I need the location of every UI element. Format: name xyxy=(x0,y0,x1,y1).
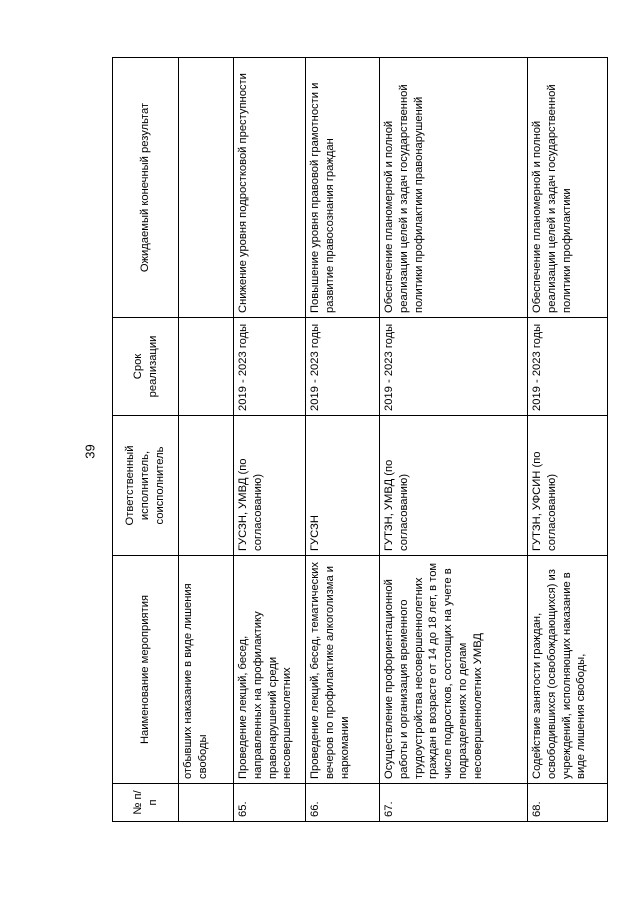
cell-executor: ГУСЗН xyxy=(306,416,380,556)
cell-executor: ГУТЗН, УМВД (по согласованию) xyxy=(380,416,528,556)
cell-executor: ГУТЗН, УФСИН (по согласованию) xyxy=(528,416,608,556)
cell-number: 68. xyxy=(528,784,608,822)
cell-term: 2019 - 2023 годы xyxy=(380,318,528,416)
header-number: № п/п xyxy=(113,784,179,822)
cell-name: Осуществление профориентационной работы и организация временного трудоустройства несовершеннолетних граждан в возрасте от 14 до 18 лет, в том числе подростков, состоящих на учете в подразделениях по делам несовершеннолетних УМВД xyxy=(380,556,528,784)
cell-name: Проведение лекций, бесед, тематических вечеров по профилактике алкоголизма и наркомании xyxy=(306,556,380,784)
table-row xyxy=(306,58,380,822)
cell-term: 2019 - 2023 годы xyxy=(234,318,306,416)
cell-executor xyxy=(179,416,234,556)
cell-number: 67. xyxy=(380,784,528,822)
cell-result xyxy=(179,58,234,318)
table-header-row xyxy=(113,58,179,822)
cell-name: отбывших наказание в виде лишения свободы xyxy=(179,556,234,784)
header-executor: Ответственный исполнитель, соисполнитель xyxy=(113,416,179,556)
cell-name: Содействие занятости граждан, освободившихся (освобождающихся) из учреждений, исполняющих наказание в виде лишения свободы, xyxy=(528,556,608,784)
cell-number: 66. xyxy=(306,784,380,822)
cell-result: Повышение уровня правовой грамотности и развитие правосознания граждан xyxy=(306,58,380,318)
page-number-text: 39 xyxy=(82,443,98,459)
table-row-continuation xyxy=(179,58,234,822)
rotated-page-area xyxy=(112,58,607,822)
cell-result: Снижение уровня подростковой преступности xyxy=(234,58,306,318)
cell-term: 2019 - 2023 годы xyxy=(528,318,608,416)
header-name: Наименование мероприятия xyxy=(113,556,179,784)
table-row xyxy=(234,58,306,822)
table-row xyxy=(528,58,608,822)
cell-term xyxy=(179,318,234,416)
cell-term: 2019 - 2023 годы xyxy=(306,318,380,416)
cell-result: Обеспечение планомерной и полной реализации целей и задач государственной политики профилактики правонарушений xyxy=(380,58,528,318)
table-row xyxy=(380,58,528,822)
measures-table xyxy=(112,57,608,822)
table-page xyxy=(112,58,607,822)
cell-result: Обеспечение планомерной и полной реализации целей и задач государственной политики профилактики xyxy=(528,58,608,318)
header-result: Ожидаемый конечный результат xyxy=(113,58,179,318)
page-number xyxy=(82,436,98,466)
header-term: Срок реализации xyxy=(113,318,179,416)
cell-executor: ГУСЗН, УМВД (по согласованию) xyxy=(234,416,306,556)
cell-name: Проведение лекций, бесед, направленных на профилактику правонарушений среди несовершеннолетних xyxy=(234,556,306,784)
cell-number xyxy=(179,784,234,822)
cell-number: 65. xyxy=(234,784,306,822)
